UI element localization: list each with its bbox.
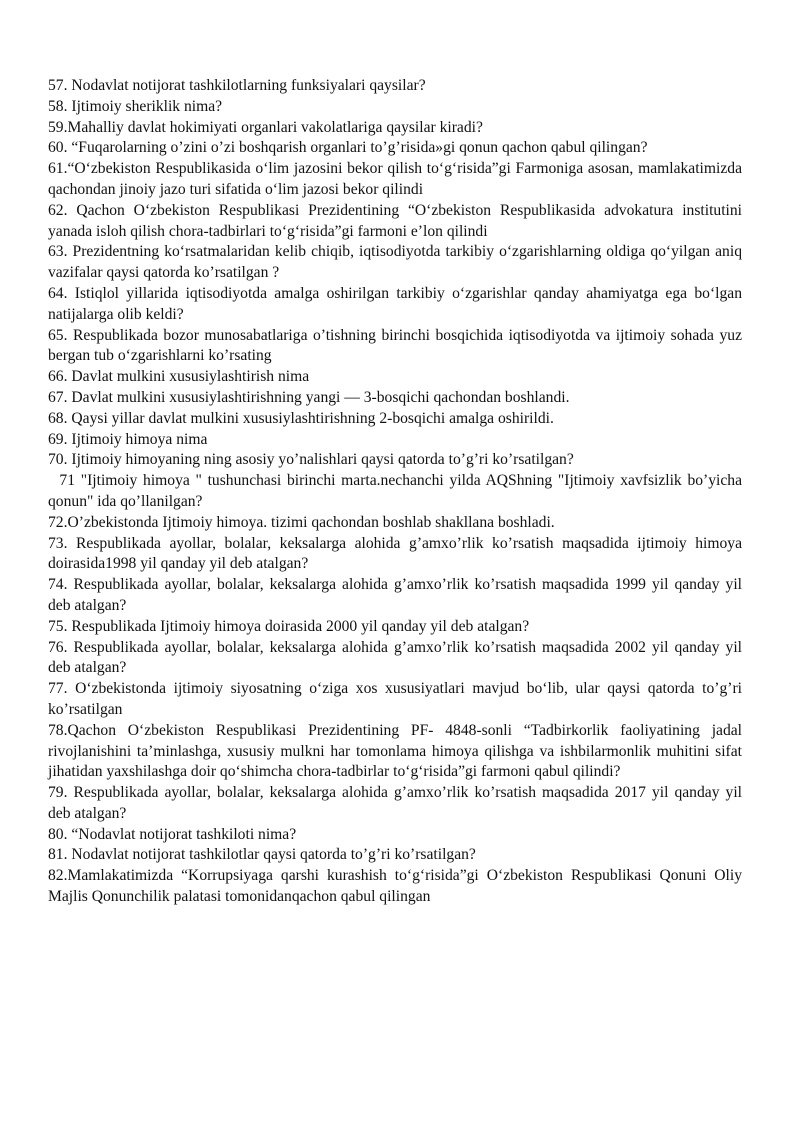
question-67: 67. Davlat mulkini xususiylashtirishning yangi — 3-bosqichi qachondan boshlandi. [48,388,570,406]
question-59: 59.Mahalliy davlat hokimiyati organlari vakolatlariga qaysilar kiradi? [48,118,483,136]
question-73: 73. Respublikada ayollar, bolalar, keksalarga alohida g’amxo’rlik ko’rsatish maqsadida ijtimoiy himoya doirasida1998 yil qanday yil deb atalgan? [48,534,742,573]
question-79: 79. Respublikada ayollar, bolalar, keksalarga alohida g’amxo’rlik ko’rsatish maqsadida 2017 yil qanday yil deb atalgan? [48,784,742,822]
question-75: 75. Respublikada Ijtimoiy himoya doirasida 2000 yil qanday yil deb atalgan? [48,617,530,635]
question-63: 63. Prezidentning ko‘rsatmalaridan kelib chiqib, iqtisodiyotda tarkibiy o‘zgarishlarning oldiga qo‘yilgan aniq vazifalar qaysi qatorda ko’rsatilgan ? [48,243,742,282]
question-72: 72.O’zbekistonda Ijtimoiy himoya. tizimi qachondan boshlab shakllana boshladi. [48,513,555,531]
question-list [48,76,746,908]
question-70: 70. Ijtimoiy himoyaning ning asosiy yo’nalishlari qaysi qatorda to’g’ri ko’rsatilgan? [48,451,574,469]
question-80: 80. “Nodavlat notijorat tashkiloti nima? [48,825,297,843]
question-82: 82.Mamlakatimizda “Korrupsiyaga qarshi kurashish to‘g‘risida”gi O‘zbekiston Respublikasi Qonuni Oliy Majlis Qonunchilik palatasi tomonidanqachon qabul qilingan [48,867,742,906]
question-74: 74. Respublikada ayollar, bolalar, keksalarga alohida g’amxo’rlik ko’rsatish maqsadida 1999 yil qanday yil deb atalgan? [48,576,742,614]
question-57: 57. Nodavlat notijorat tashkilotlarning funksiyalari qaysilar? [48,77,426,94]
question-61: 61.“O‘zbekiston Respublikasida o‘lim jazosini bekor qilish to‘g‘risida”gi Farmoniga asosan, mamlakatimizda qachondan jinoiy jazo turi sifatida o‘lim jazosi bekor qilindi [48,160,742,198]
question-60: 60. “Fuqarolarning o’zini o’zi boshqarish organlari to’g’risida»gi qonun qachon qabul qilingan? [48,139,648,157]
question-62: 62. Qachon O‘zbekiston Respublikasi Prezidentining “O‘zbekiston Respublikasida advokatura institutini yanada isloh qilish chora-tadbirlari to‘g‘risida”gi farmoni e’lon qilindi [48,201,742,240]
question-64: 64. Istiqlol yillarida iqtisodiyotda amalga oshirilgan tarkibiy o‘zgarishlar qanday ahamiyatga ega bo‘lgan natijalarga olib keldi? [48,284,742,323]
question-71: 71 "Ijtimoiy himoya " tushunchasi birinchi marta.nechanchi yilda AQShning "Ijtimoiy xavfsizlik bo’yicha qonun" ida qo’llanilgan? [48,472,746,510]
question-78: 78.Qachon O‘zbekiston Respublikasi Prezidentining PF- 4848-sonli “Tadbirkorlik faoliyatining jadal rivojlanishini ta’minlashga, xususiy mulkni har tomonlama himoya qilishga va ishbilarmonlik muhitini sifat jihatidan yaxshilashga doir qo‘shimcha chora-tadbirlar to‘g‘risida”gi farmoni qabul qilindi? [48,721,742,781]
question-66: 66. Davlat mulkini xususiylashtirish nima [48,368,310,386]
question-76: 76. Respublikada ayollar, bolalar, keksalarga alohida g’amxo’rlik ko’rsatish maqsadida 2002 yil qanday yil deb atalgan? [48,638,742,677]
question-65: 65. Respublikada bozor munosabatlariga o’tishning birinchi bosqichida iqtisodiyotda va ijtimoiy sohada yuz bergan tub o‘zgarishlarni ko’rsating [48,326,742,365]
question-68: 68. Qaysi yillar davlat mulkini xususiylashtirishning 2-bosqichi amalga oshirildi. [48,409,554,427]
question-77: 77. O‘zbekistonda ijtimoiy siyosatning o‘ziga xos xususiyatlari mavjud bo‘lib, ular qaysi qatorda to’g’ri ko’rsatilgan [48,680,742,718]
question-58: 58. Ijtimoiy sheriklik nima? [48,97,223,115]
question-69: 69. Ijtimoiy himoya nima [48,430,208,448]
question-81: 81. Nodavlat notijorat tashkilotlar qaysi qatorda to’g’ri ko’rsatilgan? [48,846,476,864]
